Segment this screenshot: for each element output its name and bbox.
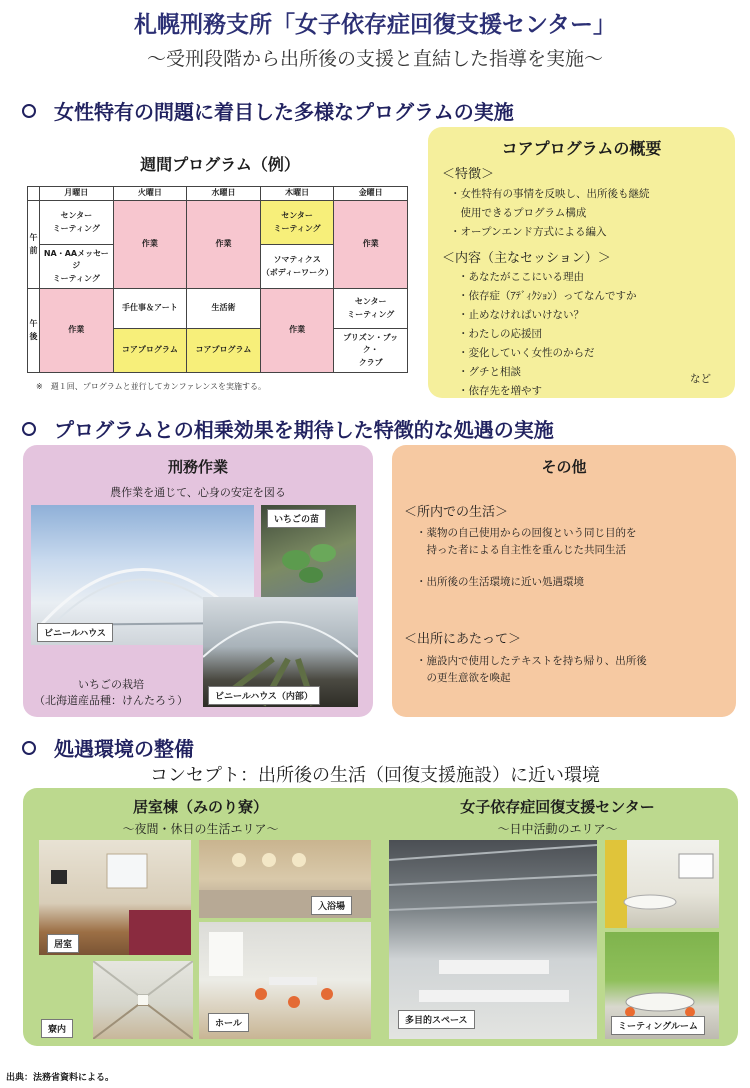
- day-header: 月曜日: [40, 187, 114, 201]
- section-2-heading: [22, 414, 554, 443]
- list-item: ・依存先を増やす: [458, 385, 542, 397]
- prison-work-subtitle: 農作業を通じて、心身の安定を図る: [110, 486, 286, 499]
- cell-mon-pm: 作業: [40, 289, 114, 373]
- circle-bullet-icon: [22, 422, 36, 436]
- caption-bath: 入浴場: [311, 896, 352, 915]
- section-3-heading: [22, 733, 194, 762]
- strawberry-line-1: いちごの栽培: [78, 678, 144, 691]
- dorm-corridor-photo: [93, 961, 193, 1039]
- list-item: ・薬物の自己使用からの回復という同じ目的を: [416, 527, 637, 539]
- table-corner: [28, 187, 40, 201]
- circle-bullet-icon: [22, 741, 36, 755]
- meeting-icon: [605, 840, 719, 928]
- list-item: 持った者による自主性を重んじた共同生活: [416, 543, 626, 556]
- day-header: 金曜日: [334, 187, 408, 201]
- caption-seedling: いちごの苗: [267, 509, 326, 528]
- weekly-program-title: 週間プログラム（例）: [140, 155, 300, 174]
- sessions-heading: ＜内容（主なセッション）＞: [442, 251, 611, 266]
- day-header: 水曜日: [187, 187, 261, 201]
- list-item: ・オープンエンド方式による編入: [450, 226, 607, 238]
- cell-wed-pm-2: コアプログラム: [187, 329, 261, 373]
- cell-fri-pm-2: プリズン・ブック・ クラブ: [334, 329, 408, 373]
- strawberry-caption: [31, 677, 191, 709]
- section-1-heading: [22, 96, 514, 125]
- caption-greenhouse-interior: ビニールハウス（内部）: [208, 686, 320, 705]
- cell-thu-am-2: ソマティクス （ボディーワーク）: [260, 245, 334, 289]
- meeting-photo-1: [605, 840, 719, 928]
- cell-wed-pm-1: 生活術: [187, 289, 261, 329]
- environment-box: [23, 788, 738, 1046]
- pm-label: 午後: [28, 289, 40, 373]
- features-heading: ＜特徴＞: [442, 167, 495, 182]
- cell-mon-am-2: NA・AAメッセージ ミーティング: [40, 245, 114, 289]
- circle-bullet-icon: [22, 104, 36, 118]
- day-header: 木曜日: [260, 187, 334, 201]
- concept-text: コンセプト：出所後の生活（回復支援施設）に近い環境: [150, 765, 600, 786]
- cell-fri-pm-1: センター ミーティング: [334, 289, 408, 329]
- dorm-subtitle: ～夜間・休日の生活エリア～: [122, 822, 279, 836]
- section-2-title: プログラムとの相乗効果を期待した特徴的な処遇の実施: [54, 418, 554, 442]
- caption-hall: ホール: [208, 1013, 249, 1032]
- other-title: その他: [541, 458, 587, 476]
- section-3-title: 処遇環境の整備: [54, 737, 194, 761]
- cell-tue-am: 作業: [113, 201, 187, 289]
- core-program-box: [428, 127, 735, 398]
- list-item: ・施設内で使用したテキストを持ち帰り、出所後: [416, 655, 647, 667]
- release-list: [416, 653, 647, 687]
- cell-thu-pm: 作業: [260, 289, 334, 373]
- sessions-list: [458, 270, 637, 403]
- day-header: 火曜日: [113, 187, 187, 201]
- prison-work-title: 刑務作業: [167, 458, 228, 476]
- page-title: 札幌刑務支所「女子依存症回復支援センター」: [133, 12, 617, 38]
- list-item: ・女性特有の事情を反映し、出所後も継続: [450, 188, 650, 200]
- cell-mon-am-1: センター ミーティング: [40, 201, 114, 245]
- list-item: ・依存症（ｱﾃﾞｨｸｼｮﾝ）ってなんですか: [458, 290, 637, 302]
- cell-tue-pm-2: コアプログラム: [113, 329, 187, 373]
- caption-dorm: 寮内: [41, 1019, 73, 1038]
- corridor-icon: [93, 961, 193, 1039]
- center-subtitle: ～日中活動のエリア～: [497, 822, 618, 836]
- center-title: 女子依存症回復支援センター: [460, 798, 655, 816]
- cell-thu-am-1: センター ミーティング: [260, 201, 334, 245]
- list-item: ・グチと相談: [458, 366, 521, 378]
- list-item: ・止めなければいけない？: [458, 309, 584, 321]
- list-item: ・あなたがここにいる理由: [458, 271, 584, 283]
- caption-greenhouse: ビニールハウス: [37, 623, 113, 642]
- prison-work-box: [23, 445, 373, 717]
- life-list: [416, 525, 637, 590]
- caption-room: 居室: [47, 934, 79, 953]
- caption-meeting-room: ミーティングルーム: [611, 1016, 705, 1035]
- list-item: 使用できるプログラム構成: [450, 207, 587, 219]
- list-item: の更生意欲を喚起: [416, 671, 511, 684]
- other-box: [392, 445, 736, 717]
- life-heading: ＜所内での生活＞: [404, 505, 509, 520]
- table-note: ※ 週１回、プログラムと並行してカンファレンスを実施する。: [36, 382, 267, 391]
- section-1-title: 女性特有の問題に着目した多様なプログラムの実施: [54, 100, 514, 124]
- table-header-row: [28, 187, 408, 201]
- caption-multipurpose: 多目的スペース: [398, 1010, 475, 1029]
- core-program-title: コアプログラムの概要: [501, 139, 662, 158]
- cell-tue-pm-1: 手仕事＆アート: [113, 289, 187, 329]
- cell-wed-am: 作業: [187, 201, 261, 289]
- etc-label: など: [690, 373, 711, 385]
- am-label: 午前: [28, 201, 40, 289]
- release-heading: ＜出所にあたって＞: [404, 632, 522, 647]
- dorm-title: 居室棟（みのり寮）: [132, 798, 268, 816]
- cell-fri-am: 作業: [334, 201, 408, 289]
- strawberry-line-2: （北海道産品種：けんたろう）: [34, 693, 188, 707]
- list-item: ・出所後の生活環境に近い処遇環境: [416, 575, 584, 588]
- page-subtitle: ～受刑段階から出所後の支援と直結した指導を実施～: [146, 48, 603, 70]
- list-item: ・変化していく女性のからだ: [458, 347, 595, 359]
- features-list: [450, 187, 650, 244]
- source-note: 出典：法務省資料による。: [6, 1073, 115, 1083]
- weekly-program-table: [27, 186, 408, 373]
- list-item: ・わたしの応援団: [458, 328, 542, 340]
